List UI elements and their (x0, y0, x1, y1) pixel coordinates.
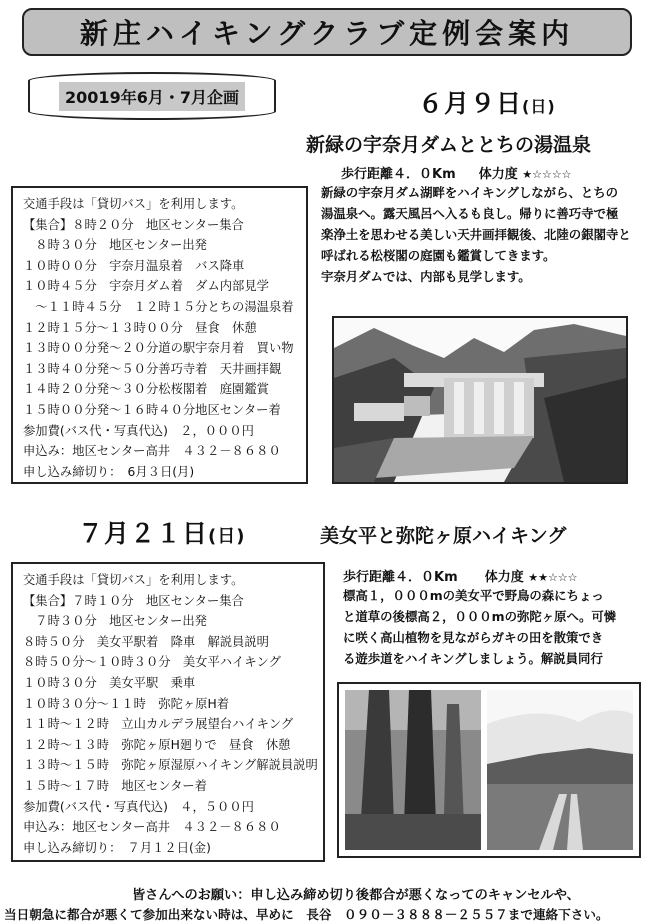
event2-distance: 歩行距離４．０Km (343, 570, 458, 585)
schedule-line: １３時～１５時 弥陀ヶ原湿原ハイキング解説員説明 (23, 758, 318, 773)
event1-date (418, 84, 556, 120)
schedule-line: １０時３０分 美女平駅 乗車 (23, 675, 196, 690)
schedule-line: １４時２０分発～３０分松桜閣着 庭園鑑賞 (23, 382, 269, 397)
schedule-line: ８時３０分 地区センター出発 (23, 238, 207, 253)
event1-desc-line: 楽浄土を思わせる美しい天井画拝観後、北陸の銀閣寺と (321, 227, 631, 242)
schedule-line: １３時００分発～２０分道の駅宇奈月着 買い物 (23, 341, 294, 356)
schedule-line: 申し込み締切り： 6月３日(月) (23, 464, 195, 479)
event1-title: 新緑の宇奈月ダムととちの湯温泉 (306, 134, 592, 156)
schedule-line: １５時～１７時 地区センター着 (23, 778, 207, 793)
event2-stamina-label: 体力度 (484, 570, 524, 585)
schedule-line: 申込み：地区センター高井 ４３２－８６８０ (23, 820, 281, 835)
midagahara-photo (337, 682, 641, 858)
schedule-line: ７時３０分 地区センター出発 (23, 614, 207, 629)
schedule-line: ８時５０分～１０時３０分 美女平ハイキング (23, 655, 281, 670)
midagahara-photo-image (339, 684, 639, 856)
schedule-line: １０時４５分 宇奈月ダム着 ダム内部見学 (23, 279, 269, 294)
schedule-line: 【集合】７時１０分 地区センター集合 (23, 593, 244, 608)
event2-desc-line: に咲く高山植物を見ながらガキの田を散策でき (343, 630, 604, 645)
event2-schedule-box (11, 562, 325, 862)
schedule-line: 交通手段は「貸切バス」を利用します。 (23, 197, 244, 211)
event1-day: (日) (522, 97, 556, 116)
schedule-line: 申込み：地区センター高井 ４３２－８６８０ (23, 444, 281, 459)
event2-description (343, 585, 643, 669)
event2-date-text: ７月２１日 (78, 519, 209, 548)
event1-desc-line: 湯温泉へ。露天風呂へ入るも良し。帰りに善巧寺で極 (321, 206, 619, 221)
event1-distance: 歩行距離４．０Km (341, 167, 456, 182)
event2-day: (日) (208, 526, 246, 547)
event1-stamina-stars: ★☆☆☆☆ (522, 168, 572, 181)
event1-description (321, 182, 643, 287)
event1-meta (341, 163, 572, 182)
plan-period: 20019年6月・7月企画 (59, 82, 245, 111)
event2-date (78, 514, 245, 550)
schedule-line: １５時００分発～１６時４０分地区センター着 (23, 402, 281, 417)
schedule-line: 交通手段は「貸切バス」を利用します。 (23, 573, 244, 587)
event1-desc-line: 宇奈月ダムでは、内部も見学します。 (321, 269, 531, 284)
schedule-line: １２時～１３時 弥陀ヶ原H廻りで 昼食 休憩 (23, 737, 291, 752)
club-title-banner (22, 8, 632, 56)
schedule-line: 参加費(バス代・写真代込) ２，０００円 (23, 423, 254, 438)
event2-meta (343, 566, 578, 585)
dam-photo-image (334, 318, 626, 482)
event1-desc-line: 呼ばれる松桜閣の庭園も鑑賞してきます。 (321, 248, 556, 263)
event2-desc-line: と道草の後標高２，０００mの弥陀ヶ原へ。可憐 (343, 609, 617, 624)
schedule-line: １１時～１２時 立山カルデラ展望台ハイキング (23, 717, 294, 732)
schedule-line: ８時５０分 美女平駅着 降車 解説員説明 (23, 634, 269, 649)
schedule-line: １２時１５分～１３時００分 昼食 休憩 (23, 320, 257, 335)
dam-photo (332, 316, 628, 484)
schedule-line: 参加費(バス代・写真代込) ４，５００円 (23, 799, 254, 814)
schedule-line: １０時３０分～１１時 弥陀ヶ原H着 (23, 696, 229, 711)
event1-date-text: ６月９日 (418, 89, 523, 118)
club-title: 新庄ハイキングクラブ定例会案内 (79, 17, 575, 50)
schedule-line: ～１１時４５分 １２時１５分とちの湯温泉着 (23, 299, 294, 314)
event1-stamina-label: 体力度 (478, 167, 518, 182)
schedule-line: 【集合】８時２０分 地区センター集合 (23, 217, 244, 232)
footer-request-line1: 皆さんへのお願い：申し込み締め切り後都合が悪くなってのキャンセルや、 (132, 888, 580, 903)
event1-desc-line: 新緑の宇奈月ダム湖畔をハイキングしながら、とちの (321, 185, 619, 200)
event1-schedule-box (11, 186, 308, 484)
event2-stamina-stars: ★★☆☆☆ (528, 571, 578, 584)
event2-desc-line: る遊歩道をハイキングしましょう。解説員同行 (343, 651, 603, 666)
footer-request-line2: 当日朝急に都合が悪くて参加出来ない時は、早めに 長谷 ０９０－３８８８－２５５７まで連絡下さい。 (4, 907, 609, 922)
schedule-line: 申し込み締切り： ７月１２日(金) (23, 840, 211, 855)
schedule-line: １０時００分 宇奈月温泉着 バス降車 (23, 258, 245, 273)
event2-title: 美女平と弥陀ヶ原ハイキング (320, 525, 567, 547)
plan-period-banner (28, 72, 276, 120)
schedule-line: １３時４０分発～５０分善巧寺着 天井画拝観 (23, 361, 282, 376)
event2-desc-line: 標高１，０００mの美女平で野鳥の森にちょっ (343, 588, 604, 603)
